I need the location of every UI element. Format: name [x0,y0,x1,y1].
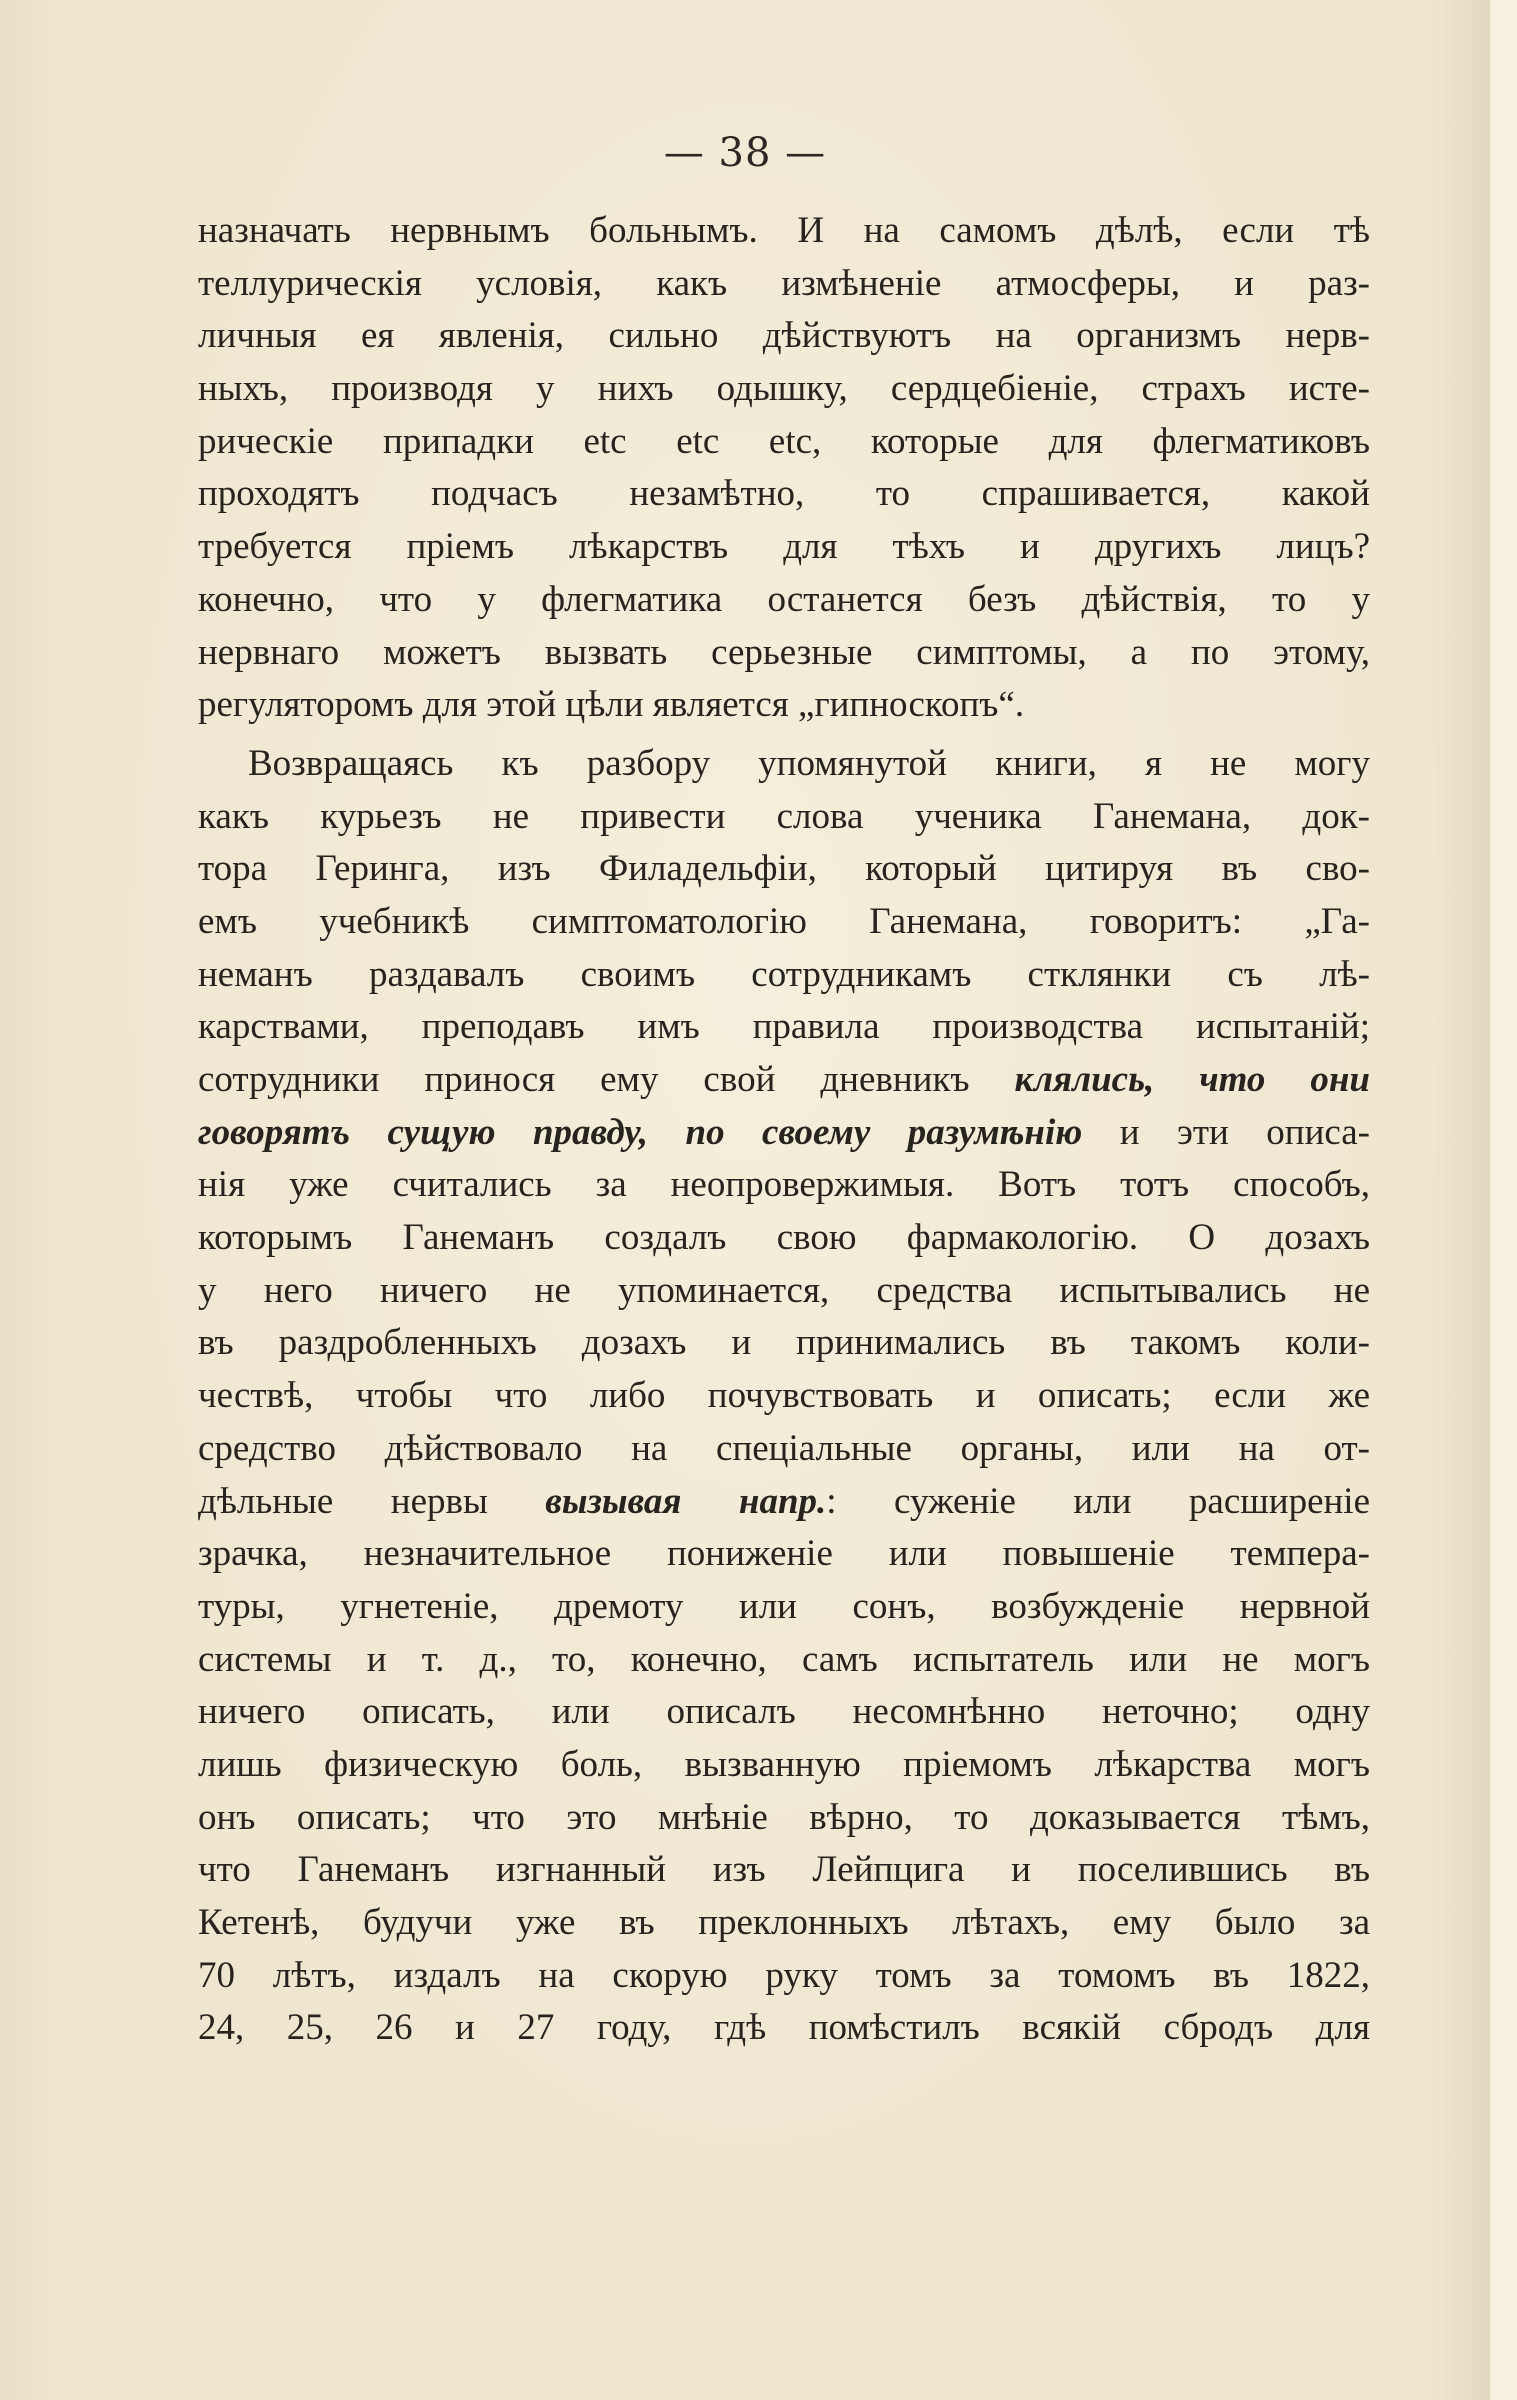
text-line: карствами, преподавъ имъ правила производства испытаній; [198,1006,1370,1048]
text-line: которымъ Ганеманъ создалъ свою фармакологію. О дозахъ [198,1217,1370,1259]
text-segment: : суженіе или расширеніе [826,1480,1370,1522]
text-line: личныя ея явленія, сильно дѣйствуютъ на организмъ нерв- [198,315,1370,357]
text-line: какъ курьезъ не привести слова ученика Ганемана, док- [198,795,1370,837]
text-line [198,1476,1370,1529]
text-line: средство дѣйствовало на спеціальные органы, или на от- [198,1427,1370,1469]
text-line: 70 лѣтъ, издалъ на скорую руку томъ за томомъ въ 1822, [198,1954,1370,1996]
text-segment: дѣльные нервы [198,1480,546,1522]
italic-segment: говорятъ сущую правду, по своему разумѣнію [198,1111,1083,1153]
text-line: требуется пріемъ лѣкарствъ для тѣхъ и другихъ лицъ? [198,526,1370,568]
text-line: назначать нервнымъ больнымъ. И на самомъ дѣлѣ, если тѣ [198,210,1370,251]
text-line: онъ описать; что это мнѣніе вѣрно, то доказывается тѣмъ, [198,1796,1370,1838]
page-edge [1490,0,1517,2400]
text-line: системы и т. д., то, конечно, самъ испытатель или не могъ [198,1638,1370,1680]
body-text [198,205,1370,2055]
italic-segment: вызывая напр. [545,1480,827,1522]
text-line: зрачка, незначительное пониженіе или повышеніе темпера- [198,1533,1370,1575]
text-line: рическіе припадки etc etc etc, которые для флегматиковъ [198,420,1370,462]
text-line: ныхъ, производя у нихъ одышку, сердцебіеніе, страхъ исте- [198,368,1370,410]
page-number: — 38 — [663,130,827,176]
text-line: неманъ раздавалъ своимъ сотрудникамъ стклянки съ лѣ- [198,953,1370,995]
text-line: конечно, что у флегматика останется безъ дѣйствія, то у [198,578,1370,620]
text-line: чествѣ, чтобы что либо почувствовать и описать; если же [198,1375,1370,1417]
text-line: лишь физическую боль, вызванную пріемомъ лѣкарства могъ [198,1743,1370,1785]
text-line: у него ничего не упоминается, средства испытывались не [198,1269,1370,1311]
text-line: что Ганеманъ изгнанный изъ Лейпцига и поселившись въ [198,1849,1370,1891]
italic-segment: клялись, что они [1014,1059,1370,1100]
text-line: тора Геринга, изъ Филадельфіи, который цитируя въ сво- [198,848,1370,890]
text-line: регуляторомъ для этой цѣли является „гипноскопъ“. [198,684,1025,726]
text-line: Кетенѣ, будучи уже въ преклонныхъ лѣтахъ, ему было за [198,1902,1370,1943]
text-line [198,1054,1370,1107]
text-line: теллурическія условія, какъ измѣненіе атмосферы, и раз- [198,262,1370,304]
text-segment: и эти описа- [1082,1111,1370,1153]
text-line: проходятъ подчасъ незамѣтно, то спрашивается, какой [198,473,1370,515]
text-line: ничего описать, или описалъ несомнѣнно неточно; одну [198,1691,1370,1733]
text-line: нія уже считались за неопровержимыя. Вотъ тотъ способъ, [198,1164,1370,1206]
text-segment: сотрудники принося ему свой дневникъ [198,1059,1015,1100]
text-line: 24, 25, 26 и 27 году, гдѣ помѣстилъ всякій сбродъ для [198,2007,1370,2049]
text-line: Возвращаясь къ разбору упомянутой книги, я не могу [248,742,1370,784]
text-line: емъ учебникѣ симптоматологію Ганемана, говоритъ: „Га- [198,900,1370,942]
text-line [198,1107,1370,1160]
text-line: туры, угнетеніе, дремоту или сонъ, возбужденіе нервной [198,1585,1370,1627]
text-line: нервнаго можетъ вызвать серьезные симптомы, а по этому, [198,631,1370,673]
text-line: въ раздробленныхъ дозахъ и принимались въ такомъ коли- [198,1322,1370,1364]
